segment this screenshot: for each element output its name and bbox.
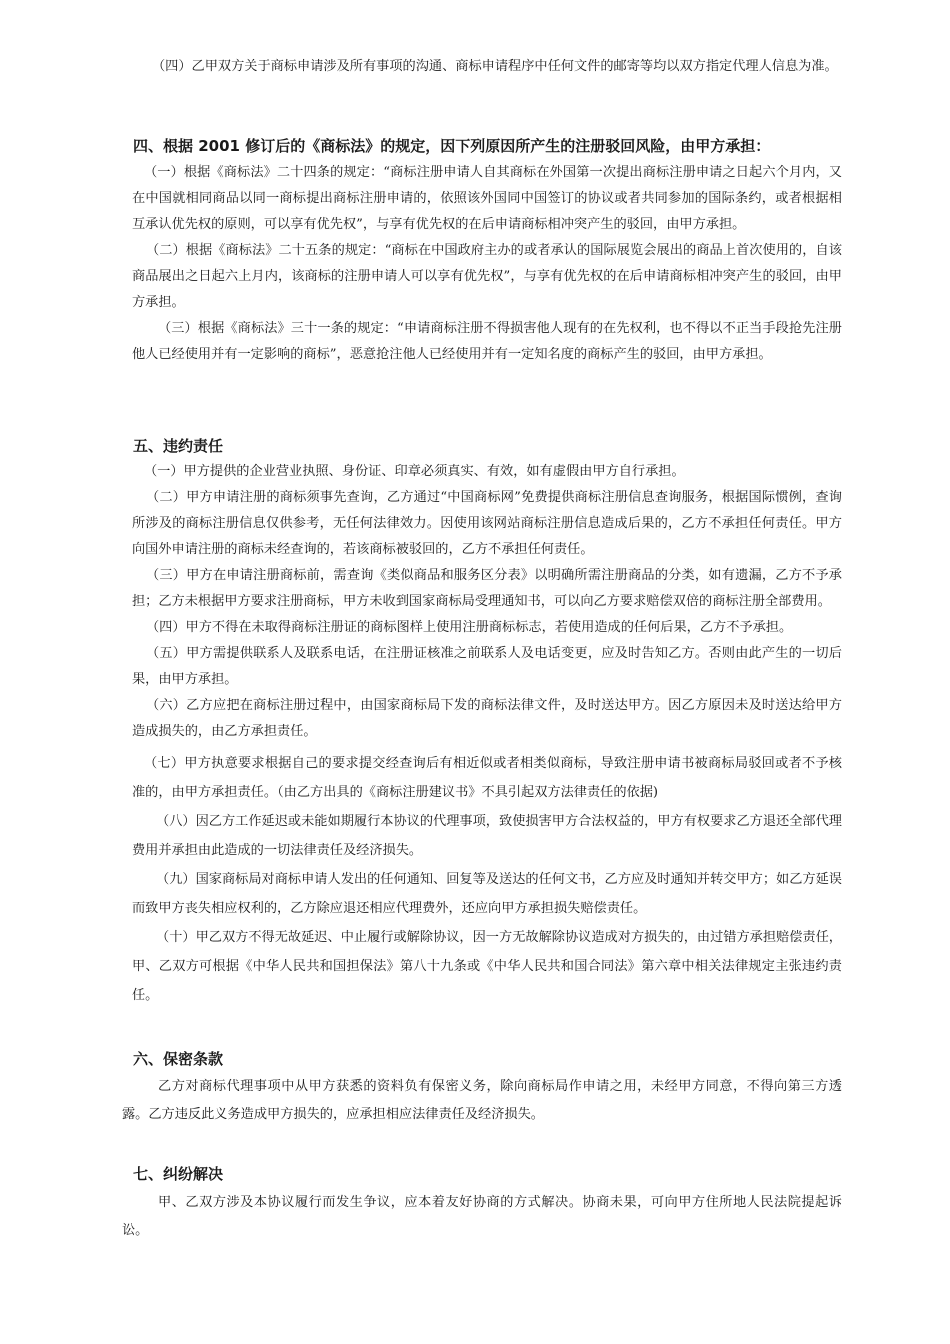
sec4-item-3: （三）根据《商标法》三十一条的规定：“申请商标注册不得损害他人现有的在先权利，也不得以不正当手段抢先注册他人已经使用并有一定影响的商标”，恶意抢注他人已经使用并有一定知名度的商标产生的驳回，由甲方承担。 [132, 321, 842, 362]
section-4-body [110, 160, 842, 368]
sec4-item-1: （一）根据《商标法》二十四条的规定：“商标注册申请人自其商标在外国第一次提出商标注册申请之日起六个月内，又在中国就相同商品以同一商标提出商标注册申请的，依照该外国同中国签订的协议或者共同参加的国际条约，或者根据相互承认优先权的原则，可以享有优先权”，与享有优先权的在后申请商标相冲突产生的驳回，由甲方承担。 [132, 165, 842, 232]
section-5-body [110, 459, 842, 1010]
sec5-item-5: （五）甲方需提供联系人及联系电话，在注册证核准之前联系人及电话变更，应及时告知乙方。否则由此产生的一切后果，由甲方承担。 [132, 646, 842, 687]
section-7-body [110, 1189, 842, 1245]
sec5-item-10: （十）甲乙双方不得无故延迟、中止履行或解除协议，因一方无故解除协议造成对方损失的，由过错方承担赔偿责任，甲、乙双方可根据《中华人民共和国担保法》第八十九条或《中华人民共和国合同法》第六章中相关法律规定主张违约责任。 [132, 930, 842, 1003]
sec5-item-4: （四）甲方不得在未取得商标注册证的商标图样上使用注册商标标志，若使用造成的任何后果，乙方不予承担。 [146, 620, 793, 635]
clause-4: （四）乙甲双方关于商标申请涉及所有事项的沟通、商标申请程序中任何文件的邮寄等均以双方指定代理人信息为准。 [152, 59, 838, 74]
section-7-heading: 七、纠纷解决 [133, 1165, 224, 1183]
sec5-item-8: （八）因乙方工作延迟或未能如期履行本协议的代理事项，致使损害甲方合法权益的，甲方有权要求乙方退还全部代理费用并承担由此造成的一切法律责任及经济损失。 [132, 814, 842, 858]
sec5-item-1: （一）甲方提供的企业营业执照、身份证、印章必须真实、有效，如有虚假由甲方自行承担。 [144, 464, 685, 479]
section-5-heading: 五、违约责任 [133, 437, 224, 455]
sec5-item-6: （六）乙方应把在商标注册过程中，由国家商标局下发的商标法律文件，及时送达甲方。因乙方原因未及时送达给甲方造成损失的，由乙方承担责任。 [132, 698, 842, 739]
sec7-paragraph: 甲、乙双方涉及本协议履行而发生争议，应本着友好协商的方式解决。协商未果，可向甲方住所地人民法院提起诉讼。 [122, 1195, 842, 1238]
sec4-item-2: （二）根据《商标法》二十五条的规定：“商标在中国政府主办的或者承认的国际展览会展出的商品上首次使用的，自该商品展出之日起六上月内，该商标的注册申请人可以享有优先权”，与享有优先权的在后申请商标相冲突产生的驳回，由甲方承担。 [132, 243, 842, 310]
intro-paragraph [110, 54, 842, 80]
sec5-item-9: （九）国家商标局对商标申请人发出的任何通知、回复等及送达的任何文书，乙方应及时通知并转交甲方；如乙方延误而致甲方丧失相应权利的，乙方除应退还相应代理费外，还应向甲方承担损失赔偿责任。 [132, 872, 842, 916]
sec5-item-7: （七）甲方执意要求根据自己的要求提交经查询后有相近似或者相类似商标，导致注册申请书被商标局驳回或者不予核准的，由甲方承担责任。（由乙方出具的《商标注册建议书》不具引起双方法律责任的依据) [132, 756, 842, 800]
sec6-paragraph: 乙方对商标代理事项中从甲方获悉的资料负有保密义务，除向商标局作申请之用，未经甲方同意，不得向第三方透露。乙方违反此义务造成甲方损失的，应承担相应法律责任及经济损失。 [122, 1079, 842, 1122]
sec5-item-2: （二）甲方申请注册的商标须事先查询，乙方通过“中国商标网”免费提供商标注册信息查询服务，根据国际惯例，查询所涉及的商标注册信息仅供参考，无任何法律效力。因使用该网站商标注册信息造成后果的，乙方不承担任何责任。甲方向国外申请注册的商标未经查询的，若该商标被驳回的，乙方不承担任何责任。 [132, 490, 842, 557]
section-6-body [110, 1073, 842, 1129]
section-6-heading: 六、保密条款 [133, 1050, 224, 1068]
sec5-item-3: （三）甲方在申请注册商标前，需查询《类似商品和服务区分表》以明确所需注册商品的分类，如有遗漏，乙方不予承担；乙方未根据甲方要求注册商标，甲方未收到国家商标局受理通知书，可以向乙方要求赔偿双倍的商标注册全部费用。 [132, 568, 842, 609]
section-4-heading: 四、根据 2001 修订后的《商标法》的规定，因下列原因所产生的注册驳回风险，由甲方承担： [133, 137, 771, 155]
